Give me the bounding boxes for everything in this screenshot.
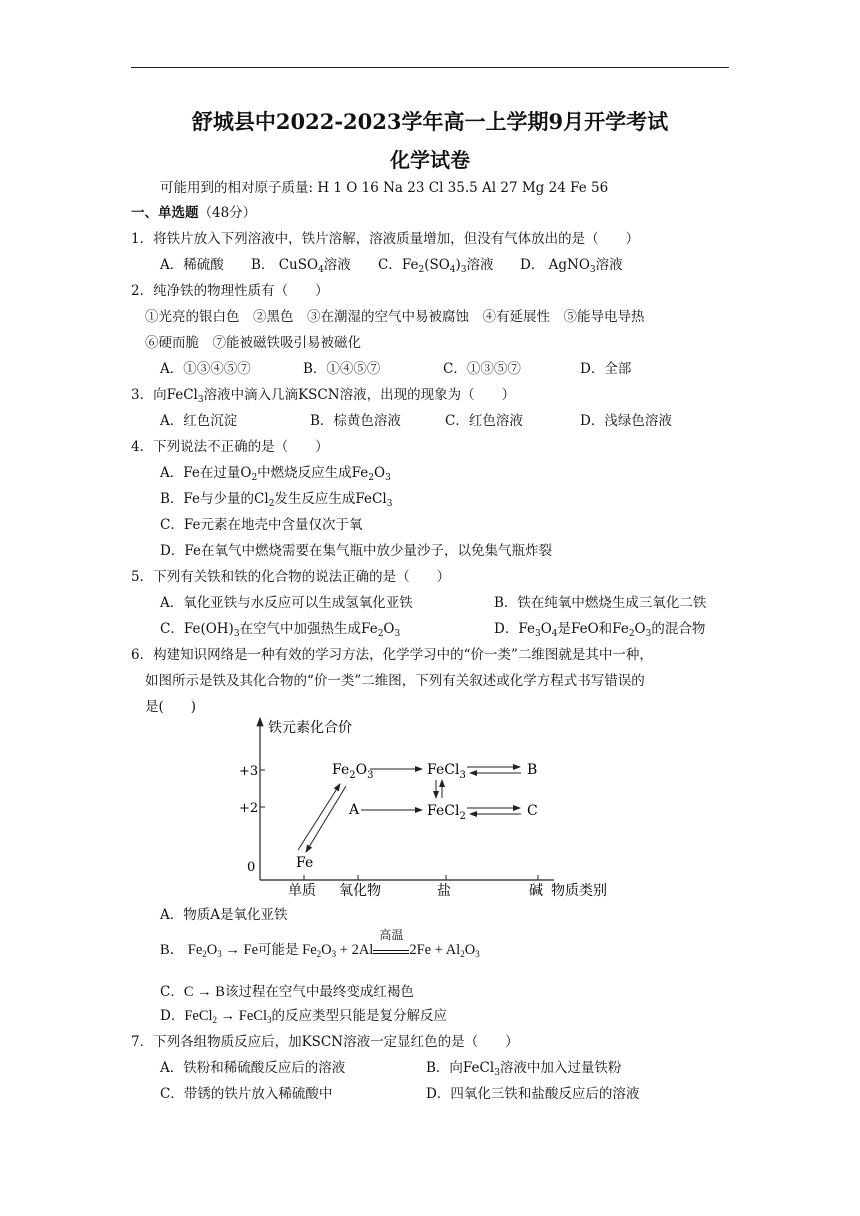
section-heading: [131, 203, 256, 223]
node-fe: Fe: [296, 855, 314, 871]
q4-option-d: D．Fe在氧气中燃烧需要在集气瓶中放少量沙子，以免集气瓶炸裂: [160, 543, 552, 559]
node-a: A: [349, 802, 360, 818]
q3-option-c: C．红色溶液: [445, 413, 523, 429]
q2-props-line1: ①光亮的银白色 ②黑色 ③在潮湿的空气中易被腐蚀 ④有延展性 ⑤能导电导热: [145, 309, 645, 325]
node-fecl3: FeCl$_3$: [427, 762, 466, 781]
arrow-fe2o3-to-fe: [306, 786, 346, 852]
arrow-fe-to-fe2o3: [298, 784, 340, 850]
valence-class-diagram: [236, 712, 636, 902]
reaction-condition: 高温: [373, 941, 409, 954]
q7-stem: 7．下列各组物质反应后，加KSCN溶液一定显红色的是（ ）: [131, 1034, 519, 1050]
q1-option-b: B． CuSO$_4$溶液: [251, 257, 351, 275]
q1-stem: 1．将铁片放入下列溶液中，铁片溶解，溶液质量增加，但没有气体放出的是（ ）: [131, 231, 640, 247]
q6-stem-line3: 是( ): [145, 699, 197, 715]
q7-option-a: A．铁粉和稀硫酸反应后的溶液: [160, 1060, 346, 1076]
q2-option-a: A．①③④⑤⑦: [160, 361, 251, 377]
y-axis-label: 铁元素化合价: [268, 720, 352, 736]
q6-option-c: C．C → B该过程在空气中最终变成红褐色: [160, 984, 414, 1000]
q2-option-d: D．全部: [580, 361, 632, 377]
q4-stem: 4．下列说法不正确的是（ ）: [131, 439, 329, 455]
q1-option-a: A．稀硫酸: [160, 257, 224, 273]
x-tick-base: 碱: [529, 883, 543, 899]
y-tick-zero: 0: [247, 860, 256, 875]
y-tick-plus2: +2: [239, 801, 259, 816]
x-tick-element: 单质: [288, 883, 316, 899]
q7-option-d: D．四氧化三铁和盐酸反应后的溶液: [426, 1086, 640, 1102]
q6-stem-line1: 6．构建知识网络是一种有效的学习方法，化学学习中的“价一类”二维图就是其中一种，: [131, 647, 653, 663]
atomic-mass-note: 可能用到的相对原子质量: H 1 O 16 Na 23 Cl 35.5 Al 27 Mg 24 Fe 56: [160, 180, 609, 196]
q3-option-a: A．红色沉淀: [160, 413, 238, 429]
node-c: C: [527, 803, 538, 819]
q5-stem: 5．下列有关铁和铁的化合物的说法正确的是（ ）: [131, 569, 451, 585]
section-points: （48分）: [198, 205, 257, 221]
node-fe2o3: $Fe_2O_3$: [332, 762, 374, 781]
q4-option-c: C．Fe元素在地壳中含量仅次于氧: [160, 517, 363, 533]
page-subtitle: 化学试卷: [390, 148, 470, 172]
section-title: 一、单选题: [131, 205, 199, 221]
q6-option-b: B． $Fe_2O_3 \to Fe$可能是 $Fe_2O_3 + 2Al$ 高温 $2Fe + Al_2O_3$: [160, 928, 480, 959]
q3-option-d: D．浅绿色溶液: [580, 413, 672, 429]
q6-option-a: A．物质A是氧化亚铁: [160, 907, 288, 923]
q5-option-d: D．$Fe_3O_4$是FeO和$Fe_2O_3$的混合物: [494, 621, 706, 639]
q7-option-b: B．向FeCl$_3$溶液中加入过量铁粉: [426, 1060, 622, 1078]
q5-option-a: A．氧化亚铁与水反应可以生成氢氧化亚铁: [160, 595, 413, 611]
q5-option-b: B．铁在纯氧中燃烧生成三氧化二铁: [494, 595, 707, 611]
page-title: 舒城县中2022-2023学年高一上学期9月开学考试: [191, 109, 669, 134]
q2-option-c: C．①③⑤⑦: [443, 361, 521, 377]
node-b: B: [527, 762, 538, 778]
node-fecl2: FeCl$_2$: [427, 803, 466, 822]
q2-stem: 2．纯净铁的物理性质有（ ）: [131, 283, 329, 299]
top-rule: [131, 67, 729, 68]
x-axis-label: 物质类别: [551, 883, 607, 899]
q6-option-d: D．FeCl$_2$ → FeCl$_3$的反应类型只能是复分解反应: [160, 1008, 447, 1025]
q1-option-d: D． AgNO$_3$溶液: [520, 257, 623, 275]
q4-option-a: A．Fe在过量$O_2$中燃烧反应生成$Fe_2O_3$: [160, 465, 391, 483]
q2-props-line2: ⑥硬而脆 ⑦能被磁铁吸引易被磁化: [145, 335, 361, 351]
q2-option-b: B．①④⑤⑦: [303, 361, 381, 377]
q3-option-b: B．棕黄色溶液: [310, 413, 401, 429]
q1-option-c: C．$Fe_2(SO_4)_3$溶液: [378, 257, 494, 275]
x-tick-salt: 盐: [437, 883, 451, 899]
q5-option-c: C．$Fe(OH)_3$在空气中加强热生成$Fe_2O_3$: [160, 621, 401, 639]
q6-stem-line2: 如图所示是铁及其化合物的“价一类”二维图，下列有关叙述或化学方程式书写错误的: [145, 673, 645, 689]
y-tick-plus3: +3: [239, 764, 259, 779]
x-tick-oxide: 氧化物: [339, 883, 381, 899]
q7-option-c: C．带锈的铁片放入稀硫酸中: [160, 1086, 333, 1102]
q4-option-b: B．Fe与少量的$Cl_2$发生反应生成FeCl$_3$: [160, 491, 393, 509]
q3-stem: 3．向FeCl$_3$溶液中滴入几滴KSCN溶液，出现的现象为（ ）: [131, 387, 516, 405]
